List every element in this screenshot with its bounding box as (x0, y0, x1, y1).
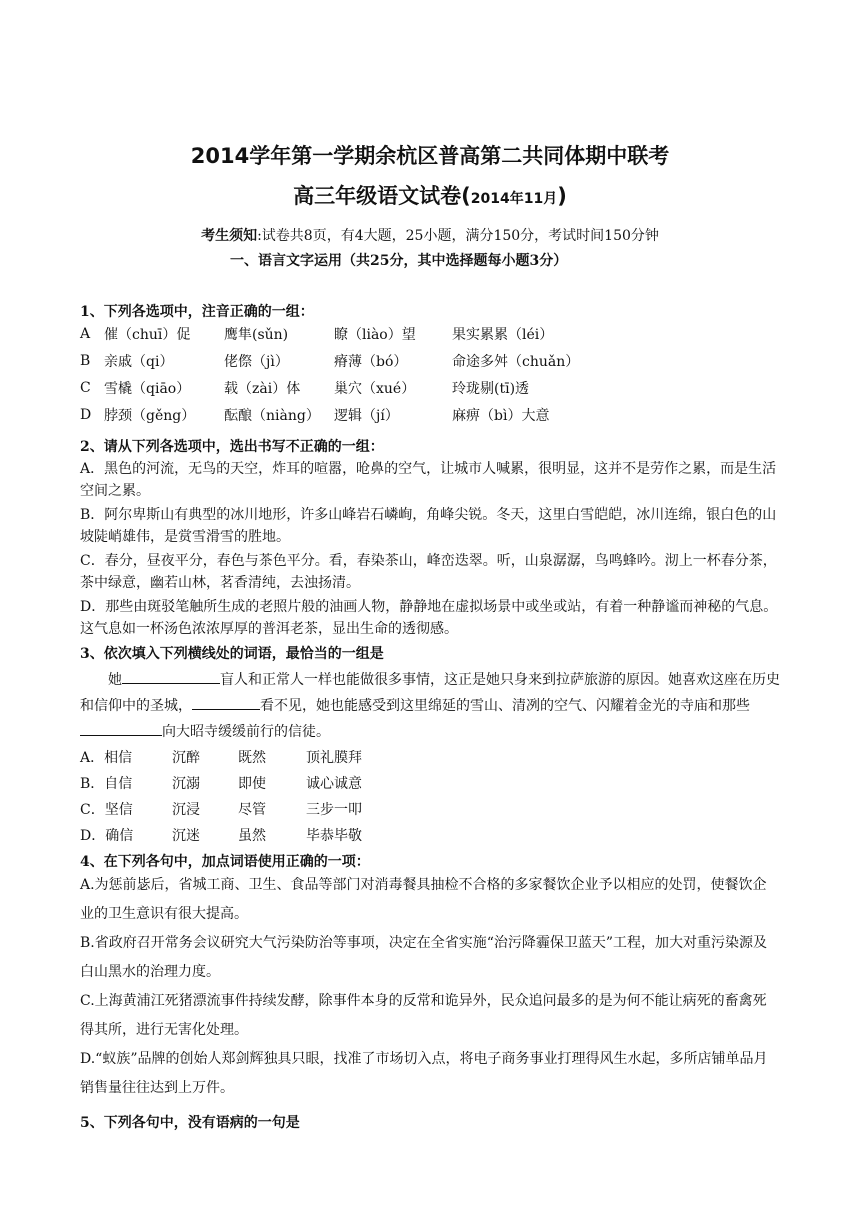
q1-option-row (80, 347, 652, 374)
option-item: 玲珑剔(tī)透 (452, 380, 530, 397)
notice-label: 考生须知 (201, 228, 258, 244)
fill-blank (192, 695, 260, 710)
option-item: 载（zài）体 (224, 380, 301, 397)
option-item: 命途多舛（chuǎn） (452, 353, 580, 370)
option-item: C．坚信 (80, 802, 133, 818)
q3-option-row (80, 770, 426, 796)
option-item: 三步一叩 (306, 802, 362, 818)
q3-passage-part: 向大昭寺缓缓前行的信徒。 (162, 724, 330, 740)
q4-option-b: B.省政府召开常务会议研究大气污染防治等事项，决定在全省实施“治污降霾保卫蓝天”工程，加大对重污染源及白山黑水的治理力度。 (80, 935, 768, 980)
exam-subtitle (0, 180, 860, 210)
q3-passage-part: 盲人和正常人一样也能做很多事情，这正是她只身来到拉萨旅游的原因。她喜欢这座在历史和信仰中的圣城， (80, 672, 780, 714)
q3-option-row (80, 744, 426, 770)
option-letter: C (80, 379, 91, 396)
option-letter: B (80, 352, 91, 369)
q4-option-a: A.为惩前毖后，省城工商、卫生、食品等部门对消毒餐具抽检不合格的多家餐饮企业予以相应的处罚，使餐饮企业的卫生意识有很大提高。 (80, 877, 767, 922)
q3-option-row (80, 822, 426, 848)
option-item: 亲戚（qi） (104, 353, 174, 370)
option-item: 虽然 (238, 828, 266, 844)
q2-option-b: B．阿尔卑斯山有典型的冰川地形，许多山峰岩石嶙峋，角峰尖锐。冬天，这里白雪皑皑，冰川连绵，银白色的山坡陡峭雄伟，是赏雪滑雪的胜地。 (80, 507, 777, 545)
option-item: 毕恭毕敬 (306, 828, 362, 844)
question-3-options (80, 744, 426, 848)
notice-text: :试卷共8页，有4大题，25小题，满分150分，考试时间150分钟 (257, 228, 659, 244)
q3-option-row (80, 796, 426, 822)
option-item: D．确信 (80, 828, 134, 844)
q1-option-row (80, 374, 652, 401)
question-4-stem: 4、在下列各句中，加点词语使用正确的一项： (80, 854, 370, 870)
option-item: 既然 (238, 750, 266, 766)
option-item: 沉溺 (172, 776, 200, 792)
option-item: 沉迷 (172, 828, 200, 844)
subtitle-date: 2014年11月 (470, 191, 558, 207)
section-title: 一、语言文字运用（共25分，其中选择题每小题3分） (230, 253, 568, 269)
option-item: 尽管 (238, 802, 266, 818)
q2-option-a: A．黑色的河流，无鸟的天空，炸耳的喧嚣，呛鼻的空气，让城市人喊累，很明显，这并不是劳作之累，而是生活空间之累。 (80, 461, 777, 499)
option-item: 巢穴（xué） (334, 380, 416, 397)
exam-notice (0, 225, 860, 245)
q3-passage-part: 看不见，她也能感受到这里绵延的雪山、清冽的空气、闪耀着金光的寺庙和那些 (260, 698, 750, 714)
option-item: 沉醉 (172, 750, 200, 766)
question-2-stem: 2、请从下列各选项中，选出书写不正确的一组： (80, 439, 384, 455)
q2-option-c: C．春分，昼夜平分，春色与茶色平分。看，春染茶山，峰峦迭翠。听，山泉潺潺，鸟鸣蜂吟。沏上一杯春分茶，茶中绿意，幽若山林，茗香清纯，去浊扬清。 (80, 553, 777, 591)
q3-passage (80, 667, 780, 745)
option-item: 鹰隼(sǔn) (224, 326, 289, 343)
q1-option-row (80, 320, 652, 347)
option-item: 酝酿（niàng） (224, 407, 320, 424)
option-item: 麻痹（bì）大意 (452, 407, 550, 424)
option-item: 顶礼膜拜 (306, 750, 362, 766)
option-item: 催（chuī）促 (104, 326, 191, 343)
option-letter: A (80, 325, 91, 342)
option-item: 脖颈（gěng） (104, 407, 196, 424)
option-item: 雪橇（qiāo） (104, 380, 191, 397)
subtitle-text: 高三年级语文试卷( (293, 184, 471, 208)
question-5-stem: 5、下列各句中，没有语病的一句是 (80, 1115, 300, 1131)
option-item: B．自信 (80, 776, 133, 792)
subtitle-close: ) (557, 184, 567, 208)
exam-title: 2014学年第一学期余杭区普高第二共同体期中联考 (190, 144, 670, 168)
question-1-options (80, 320, 652, 428)
option-item: 沉浸 (172, 802, 200, 818)
q4-option-d: D.“蚁族”品牌的创始人郑剑辉独具只眼，找准了市场切入点，将电子商务事业打理得风生水起，多所店铺单品月销售量往往达到上万件。 (80, 1051, 768, 1096)
q4-option-c: C.上海黄浦江死猪漂流事件持续发酵，除事件本身的反常和诡异外，民众追问最多的是为何不能让病死的畜禽死得其所，进行无害化处理。 (80, 993, 767, 1038)
q1-option-row (80, 401, 652, 428)
option-item: A．相信 (80, 750, 133, 766)
option-item: 果实累累（léi） (452, 326, 554, 343)
option-item: 逻辑（jí） (334, 407, 399, 424)
q2-option-d: D．那些由斑驳笔触所生成的老照片般的油画人物，静静地在虚拟场景中或坐或站，有着一种静谧而神秘的气息。这气息如一杯汤色浓浓厚厚的普洱老茶，显出生命的透彻感。 (80, 599, 778, 637)
question-3-stem: 3、依次填入下列横线处的词语，最恰当的一组是 (80, 646, 384, 662)
option-letter: D (80, 406, 92, 423)
option-item: 佬傺（jì） (224, 353, 289, 370)
q3-passage-part: 她 (108, 672, 122, 688)
option-item: 瘠薄（bó） (334, 353, 408, 370)
option-item: 瞭（liào）望 (334, 326, 416, 343)
question-1-stem: 1、下列各选项中，注音正确的一组： (80, 304, 314, 320)
fill-blank (122, 669, 220, 684)
fill-blank (80, 721, 162, 736)
option-item: 诚心诚意 (306, 776, 362, 792)
option-item: 即使 (238, 776, 266, 792)
